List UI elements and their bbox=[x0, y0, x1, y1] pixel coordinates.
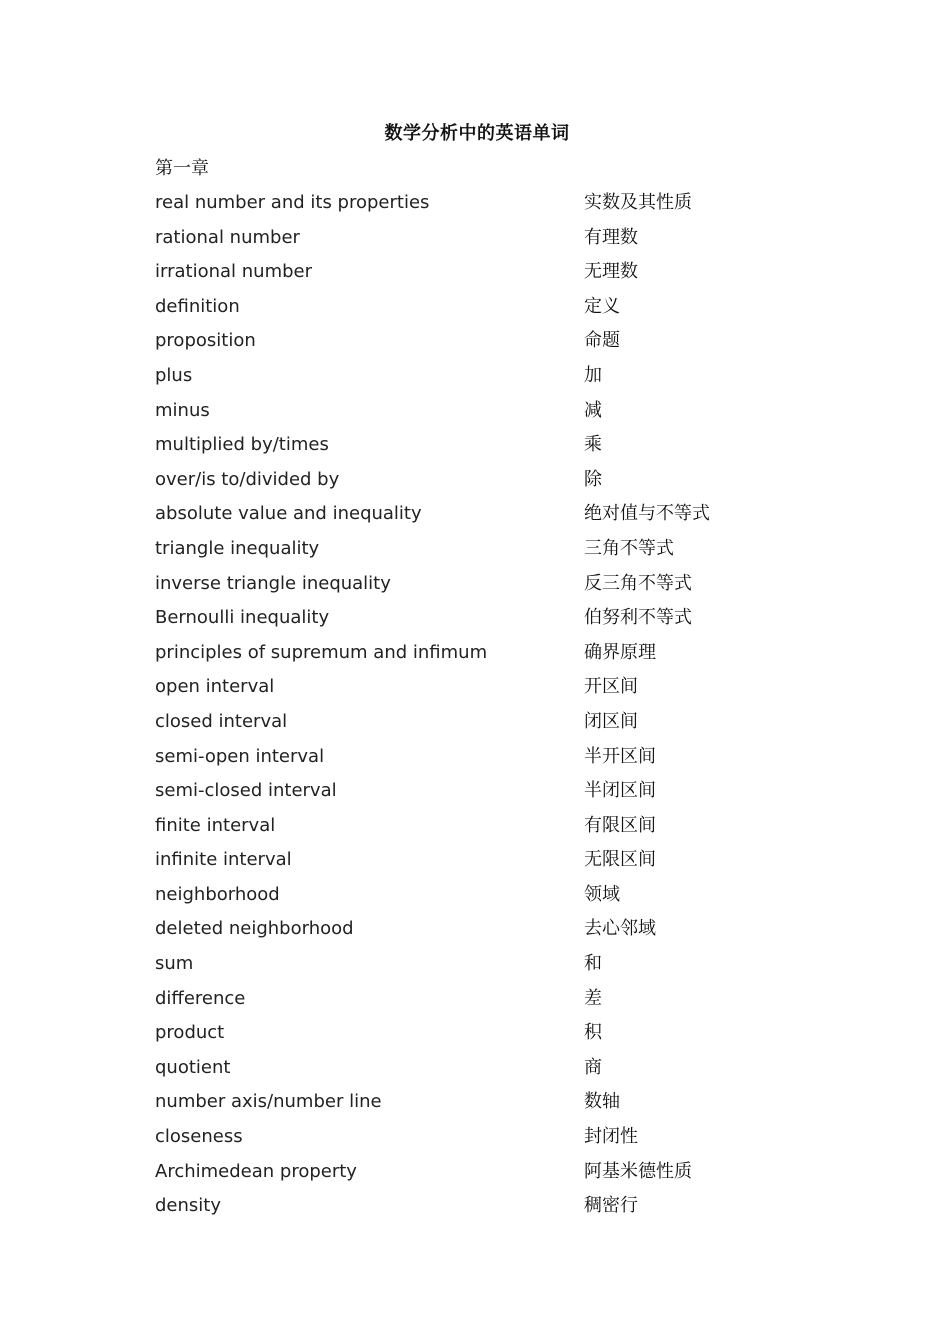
chinese-term: 无限区间 bbox=[584, 849, 656, 871]
chinese-term: 闭区间 bbox=[584, 710, 638, 732]
chinese-term: 去心邻域 bbox=[584, 918, 656, 940]
chinese-term: 阿基米德性质 bbox=[584, 1160, 692, 1182]
vocab-entry bbox=[155, 1054, 795, 1089]
english-term: proposition bbox=[155, 330, 256, 352]
vocab-entry bbox=[155, 258, 795, 293]
english-term: semi-open interval bbox=[155, 745, 325, 767]
english-term: semi-closed interval bbox=[155, 780, 337, 802]
chinese-term: 命题 bbox=[584, 330, 620, 352]
chinese-term: 半开区间 bbox=[584, 745, 656, 767]
english-term: finite interval bbox=[155, 814, 276, 836]
chinese-term: 有限区间 bbox=[584, 814, 656, 836]
english-term: triangle inequality bbox=[155, 537, 320, 559]
chinese-term: 差 bbox=[584, 987, 602, 1009]
english-term: infinite interval bbox=[155, 849, 292, 871]
vocab-entry bbox=[155, 812, 795, 847]
english-term: multiplied by/times bbox=[155, 434, 329, 456]
chinese-term: 减 bbox=[584, 399, 602, 421]
english-term: absolute value and inequality bbox=[155, 503, 422, 525]
vocab-entry bbox=[155, 985, 795, 1020]
chinese-term: 半闭区间 bbox=[584, 780, 656, 802]
english-term: number axis/number line bbox=[155, 1091, 382, 1113]
vocab-entry bbox=[155, 466, 795, 501]
english-term: sum bbox=[155, 953, 194, 975]
english-term: real number and its properties bbox=[155, 192, 430, 213]
chinese-term: 稠密行 bbox=[584, 1195, 638, 1217]
chinese-term: 无理数 bbox=[584, 261, 638, 283]
english-term: closeness bbox=[155, 1126, 243, 1148]
english-term: principles of supremum and infimum bbox=[155, 641, 488, 663]
vocab-entry bbox=[155, 1019, 795, 1054]
vocab-entry bbox=[155, 362, 795, 397]
vocab-entry bbox=[155, 397, 795, 432]
english-term: difference bbox=[155, 987, 246, 1009]
vocab-entry bbox=[155, 639, 795, 674]
vocab-entry bbox=[155, 327, 795, 362]
vocab-entry bbox=[155, 743, 795, 778]
document-title: 数学分析中的英语单词 bbox=[384, 123, 570, 144]
vocab-entry bbox=[155, 293, 795, 328]
english-term: plus bbox=[155, 364, 193, 386]
english-term: rational number bbox=[155, 226, 300, 248]
vocab-entry bbox=[155, 881, 795, 916]
chinese-term: 和 bbox=[584, 953, 602, 975]
vocabulary-list bbox=[155, 189, 795, 1227]
chinese-term: 积 bbox=[584, 1022, 602, 1044]
chinese-term: 乘 bbox=[584, 434, 602, 456]
english-term: inverse triangle inequality bbox=[155, 572, 391, 594]
english-term: minus bbox=[155, 399, 210, 421]
vocab-entry bbox=[155, 1088, 795, 1123]
chinese-term: 封闭性 bbox=[584, 1126, 638, 1148]
english-term: irrational number bbox=[155, 261, 312, 283]
vocab-entry bbox=[155, 708, 795, 743]
chinese-term: 开区间 bbox=[584, 676, 638, 698]
vocab-entry bbox=[155, 431, 795, 466]
chinese-term: 三角不等式 bbox=[584, 537, 674, 559]
vocab-entry bbox=[155, 570, 795, 605]
vocab-entry bbox=[155, 673, 795, 708]
vocab-entry bbox=[155, 950, 795, 985]
chinese-term: 定义 bbox=[584, 295, 620, 317]
chinese-term: 除 bbox=[584, 468, 602, 490]
english-term: open interval bbox=[155, 676, 275, 698]
vocab-entry bbox=[155, 224, 795, 259]
vocab-entry bbox=[155, 777, 795, 812]
english-term: Bernoulli inequality bbox=[155, 607, 330, 629]
english-term: Archimedean property bbox=[155, 1160, 357, 1182]
chinese-term: 领域 bbox=[584, 883, 620, 905]
vocab-entry bbox=[155, 1192, 795, 1227]
vocab-entry bbox=[155, 189, 795, 224]
vocab-entry bbox=[155, 500, 795, 535]
chinese-term: 伯努利不等式 bbox=[584, 607, 692, 629]
vocab-entry bbox=[155, 846, 795, 881]
chinese-term: 数轴 bbox=[584, 1091, 620, 1113]
english-term: density bbox=[155, 1195, 221, 1217]
english-term: closed interval bbox=[155, 710, 288, 732]
vocab-entry bbox=[155, 535, 795, 570]
english-term: definition bbox=[155, 295, 240, 317]
chinese-term: 有理数 bbox=[584, 226, 638, 248]
chinese-term: 绝对值与不等式 bbox=[584, 503, 710, 525]
english-term: over/is to/divided by bbox=[155, 468, 340, 490]
english-term: product bbox=[155, 1022, 225, 1044]
chinese-term: 反三角不等式 bbox=[584, 572, 692, 594]
english-term: quotient bbox=[155, 1056, 231, 1078]
vocab-entry bbox=[155, 1158, 795, 1193]
chinese-term: 确界原理 bbox=[584, 641, 656, 663]
chinese-term: 商 bbox=[584, 1056, 602, 1078]
english-term: deleted neighborhood bbox=[155, 918, 354, 940]
english-term: neighborhood bbox=[155, 883, 280, 905]
vocab-entry bbox=[155, 1123, 795, 1158]
chinese-term: 加 bbox=[584, 364, 602, 386]
chinese-term: 实数及其性质 bbox=[584, 192, 692, 213]
vocab-entry bbox=[155, 604, 795, 639]
chapter-heading: 第一章 bbox=[155, 158, 209, 179]
vocab-entry bbox=[155, 915, 795, 950]
